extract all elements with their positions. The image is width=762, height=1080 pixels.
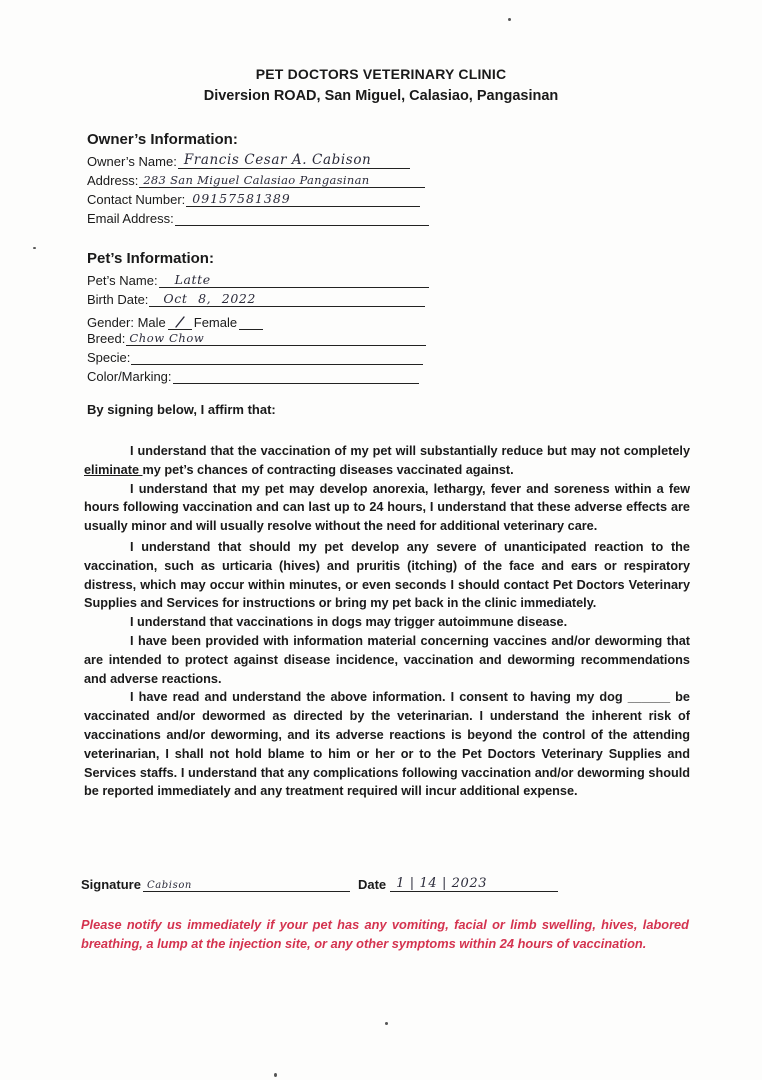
pet-specie-label: Specie: [87, 350, 131, 365]
pet-specie-field[interactable] [131, 348, 423, 365]
owner-email-row [87, 207, 429, 226]
pet-birth-value: Oct 8, 2022 [163, 291, 256, 306]
pet-breed-value: Chow Chow [129, 331, 205, 345]
scan-speck [508, 18, 511, 21]
pet-breed-label: Breed: [87, 331, 126, 346]
affirmation-paragraph: I understand that my pet may develop anorexia, lethargy, fever and soreness within a few hours following vaccination and can last up to 24 hours, I understand that these adverse effects are usually minor and will usually resolve without the need for additional veterinary care. [84, 481, 690, 534]
owner-email-label: Email Address: [87, 211, 174, 226]
pet-name-label: Pet’s Name: [87, 273, 158, 288]
scan-speck [33, 247, 36, 249]
pet-birth-row [87, 288, 425, 307]
owner-name-label: Owner’s Name: [87, 154, 177, 169]
scan-speck [274, 1073, 277, 1077]
pet-birth-field[interactable] [149, 290, 425, 307]
owner-email-field[interactable] [175, 209, 429, 226]
affirmation-paragraph [84, 688, 690, 801]
symptom-notice: Please notify us immediately if your pet has any vomiting, facial or limb swelling, hives, labored breathing, a lump at the injection site, or any other symptoms within 24 hours of vaccination. [81, 917, 689, 951]
signature-field[interactable] [143, 873, 350, 892]
date-label: Date [357, 877, 387, 892]
affirmation-p1-underlined: eliminate [84, 462, 143, 477]
signature-value: Cabison [146, 880, 192, 891]
owner-contact-row [87, 188, 420, 207]
dog-name-blank[interactable]: ______ [627, 690, 671, 705]
affirmation-paragraph: I have been provided with information material concerning vaccines and/or deworming that are intended to protect against disease incidence, vaccination and deworming recommendations and adverse reactions. [84, 633, 690, 686]
owner-address-field[interactable] [139, 171, 425, 188]
pet-color-field[interactable] [173, 367, 419, 384]
pet-gender-female-label: Female [193, 315, 238, 330]
owner-name-field[interactable] [178, 152, 410, 169]
pet-birth-label: Birth Date: [87, 292, 149, 307]
affirmation-paragraph: I understand that vaccinations in dogs may trigger autoimmune disease. [130, 615, 568, 630]
signature-row [81, 872, 558, 892]
affirmation-paragraph [84, 442, 690, 480]
clinic-name: PET DOCTORS VETERINARY CLINIC [255, 66, 507, 82]
pet-name-field[interactable] [159, 271, 429, 288]
affirmation-p6-text-end: be vaccinated and/or dewormed as directed by the veterinarian. I understand the inherent risk of vaccinations and/or deworming, and its adverse reactions is beyond the control of the attending veterinarian, I shall not hold blame to him or her or to the Pet Doctors Veterinary Supplies and Services staffs. I understand that any complications following vaccination and/or deworming should be reported immediately and any treatment required will incur additional expense. [84, 690, 690, 799]
affirmation-p6-text: I have read and understand the above information. I consent to having my dog [130, 690, 628, 705]
pet-gender-label: Gender: Male [87, 315, 166, 330]
affirmation-p1-text: I understand that the vaccination of my pet will substantially reduce but may not completely [130, 444, 690, 458]
pet-color-label: Color/Marking: [87, 369, 172, 384]
owner-contact-value: 09157581389 [192, 191, 291, 206]
scan-speck [385, 1022, 388, 1025]
pet-info-heading: Pet’s Information: [87, 250, 214, 267]
pet-color-row [87, 365, 419, 384]
clinic-address: Diversion ROAD, San Miguel, Calasiao, Pangasinan [203, 88, 559, 104]
owner-contact-label: Contact Number: [87, 192, 186, 207]
owner-address-value: 283 San Miguel Calasiao Pangasinan [143, 173, 370, 187]
owner-address-row [87, 169, 425, 188]
owner-name-value: Francis Cesar A. Cabison [183, 152, 372, 168]
date-field[interactable] [390, 873, 558, 892]
signature-label: Signature [81, 877, 141, 892]
date-value: 1 | 14 | 2023 [396, 876, 488, 891]
owner-name-row [87, 150, 410, 169]
affirmation-p1-text-end: my pet’s chances of contracting diseases vaccinated against. [142, 462, 514, 477]
pet-breed-field[interactable] [126, 329, 426, 346]
affirmation-paragraph: I understand that should my pet develop any severe of unanticipated reaction to the vaccination, such as urticaria (hives) and pruritis (itching) of the face and ears or respiratory distress, which may occur within minutes, or even seconds I should contact Pet Doctors Veterinary Supplies and Services for instructions or bring my pet back in the clinic immediately. [84, 539, 690, 611]
pet-name-value: Latte [174, 272, 211, 287]
pet-name-row [87, 269, 429, 288]
pet-specie-row [87, 346, 423, 365]
owner-contact-field[interactable] [186, 190, 420, 207]
affirmation-heading: By signing below, I affirm that: [87, 402, 276, 417]
affirmation-body [84, 442, 690, 801]
owner-address-label: Address: [87, 173, 139, 188]
owner-info-heading: Owner’s Information: [87, 131, 238, 148]
pet-breed-row [87, 327, 426, 346]
